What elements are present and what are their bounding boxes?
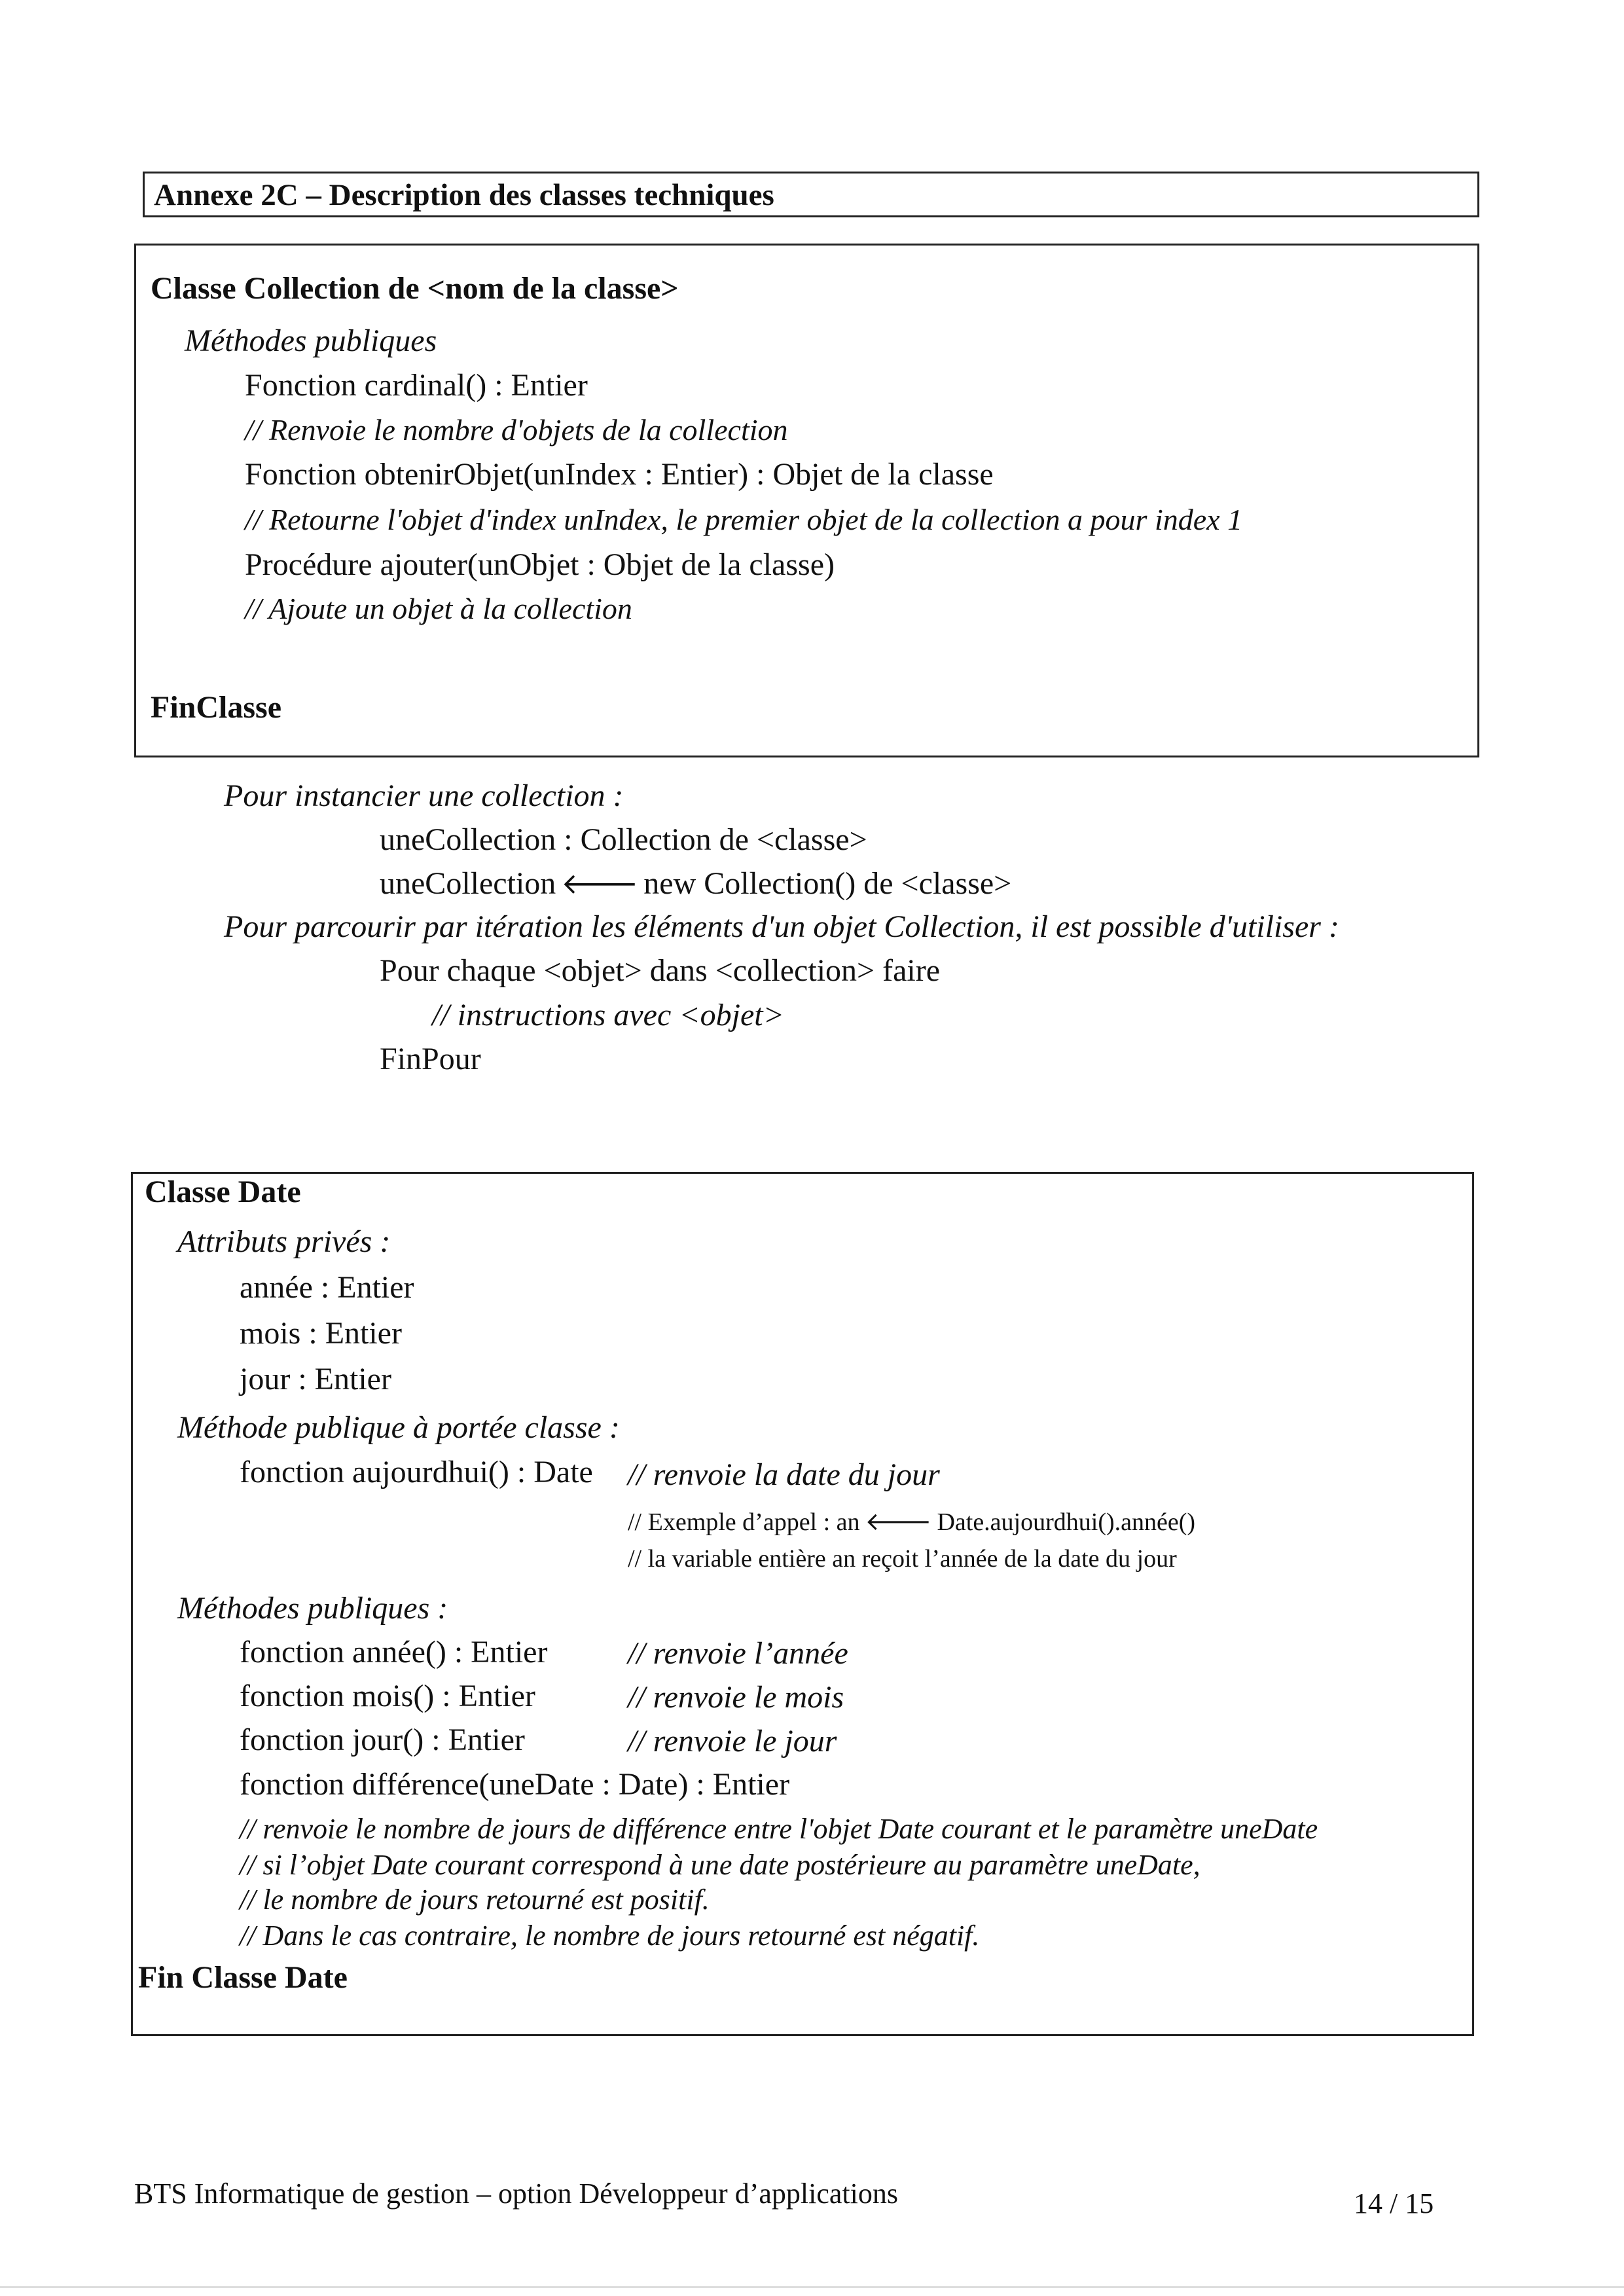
date-end-label: Fin Classe Date (138, 1960, 348, 1995)
cardinal-comment: // Renvoie le nombre d'objets de la collection (245, 413, 788, 446)
attribute-annee: année : Entier (240, 1270, 414, 1305)
example-left: // Exemple d’appel : an (628, 1508, 860, 1536)
iterate-label: Pour parcourir par itération les éléments d'un objet Collection, il est possible d'utiliser : (224, 909, 1339, 944)
collection-end-label: FinClasse (151, 690, 282, 725)
date-class-title: Classe Date (145, 1175, 301, 1209)
obtenir-objet-method: Fonction obtenirObjet(unIndex : Entier) : Objet de la classe (245, 457, 994, 492)
mois-method: fonction mois() : Entier (240, 1679, 535, 1713)
collection-declaration: uneCollection : Collection de <classe> (380, 822, 867, 857)
difference-method: fonction différence(uneDate : Date) : Entier (240, 1767, 790, 1802)
page-number: 14 / 15 (1354, 2187, 1434, 2219)
date-class-box (131, 1172, 1474, 2036)
ajouter-method: Procédure ajouter(unObjet : Objet de la classe) (245, 547, 835, 582)
difference-comment-3: // le nombre de jours retourné est positif. (240, 1884, 710, 1916)
jour-comment: // renvoie le jour (628, 1724, 837, 1758)
new-line-right: new Collection() de <classe> (643, 866, 1012, 901)
cardinal-method: Fonction cardinal() : Entier (245, 368, 588, 403)
instantiate-label: Pour instancier une collection : (224, 778, 624, 813)
annex-title: Annexe 2C – Description des classes techniques (154, 178, 774, 212)
annex-title-box (143, 172, 1479, 217)
annee-comment: // renvoie l’année (628, 1636, 848, 1671)
foreach-end: FinPour (380, 1042, 481, 1076)
left-arrow-icon: 🡐 (865, 1508, 932, 1536)
page-bottom-divider (0, 2286, 1624, 2288)
obtenir-objet-comment: // Retourne l'objet d'index unIndex, le premier objet de la collection a pour index 1 (245, 503, 1243, 536)
aujourdhui-example (628, 1506, 1195, 1537)
attribute-jour: jour : Entier (240, 1362, 391, 1396)
foreach-line: Pour chaque <objet> dans <collection> faire (380, 953, 941, 988)
aujourdhui-method: fonction aujourdhui() : Date (240, 1455, 593, 1489)
foreach-comment: // instructions avec <objet> (432, 998, 785, 1032)
example-right: Date.aujourdhui().année() (937, 1508, 1196, 1536)
collection-new-line (380, 866, 1011, 902)
mois-comment: // renvoie le mois (628, 1680, 844, 1715)
static-method-label: Méthode publique à portée classe : (177, 1410, 620, 1445)
collection-class-title: Classe Collection de <nom de la classe> (151, 271, 679, 306)
attributes-label: Attributs privés : (177, 1224, 391, 1259)
public-methods-label: Méthodes publiques : (177, 1591, 448, 1626)
new-line-left: uneCollection (380, 866, 556, 901)
left-arrow-icon: 🡐 (561, 868, 639, 900)
aujourdhui-comment: // renvoie la date du jour (628, 1457, 940, 1492)
collection-methods-label: Méthodes publiques (185, 323, 437, 358)
jour-method: fonction jour() : Entier (240, 1722, 525, 1757)
footer-course: BTS Informatique de gestion – option Développeur d’applications (134, 2178, 898, 2210)
aujourdhui-note: // la variable entière an reçoit l’année de la date du jour (628, 1545, 1177, 1573)
attribute-mois: mois : Entier (240, 1316, 402, 1351)
ajouter-comment: // Ajoute un objet à la collection (245, 592, 632, 625)
difference-comment-2: // si l’objet Date courant correspond à une date postérieure au paramètre uneDate, (240, 1849, 1200, 1881)
collection-class-box (134, 244, 1479, 757)
difference-comment-1: // renvoie le nombre de jours de différence entre l'objet Date courant et le paramètre uneDate (240, 1813, 1318, 1845)
annee-method: fonction année() : Entier (240, 1635, 548, 1669)
difference-comment-4: // Dans le cas contraire, le nombre de jours retourné est négatif. (240, 1920, 980, 1952)
